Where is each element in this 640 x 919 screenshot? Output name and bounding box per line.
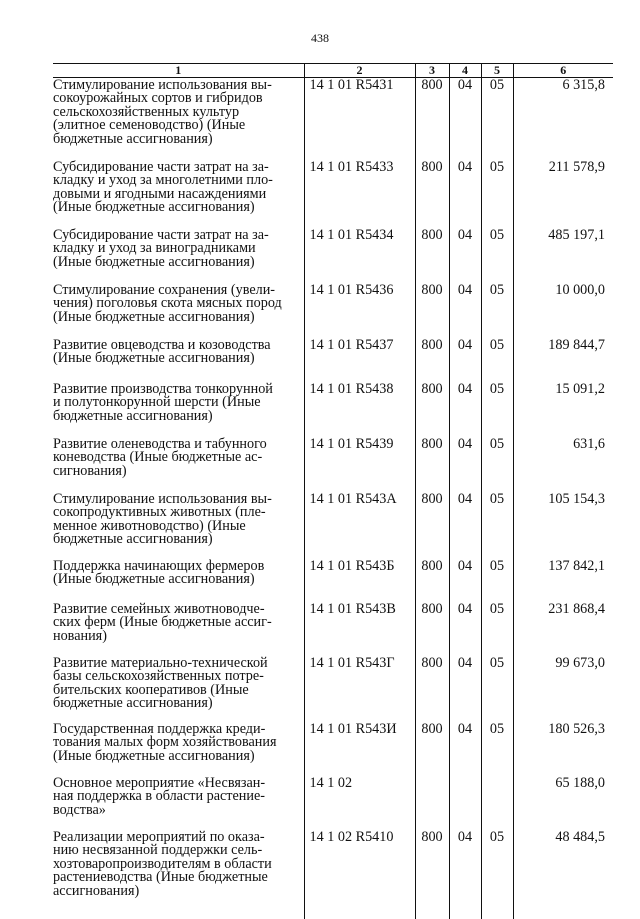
- expense-type: 800: [415, 722, 449, 776]
- budget-code: 14 1 01 R543В: [304, 602, 415, 656]
- expense-type: 800: [415, 78, 449, 161]
- table-row: [53, 160, 613, 228]
- table-row: [53, 722, 613, 776]
- budget-code: 14 1 01 R5438: [304, 382, 415, 437]
- description-line: Развитие производства тонкорунной: [53, 383, 298, 396]
- row-description: [53, 559, 304, 602]
- subsection-code: 05: [481, 602, 513, 656]
- budget-table: [53, 63, 613, 919]
- expense-type: 800: [415, 492, 449, 559]
- description-line: и полутонкорунной шерсти (Иные: [53, 396, 298, 409]
- budget-code: 14 1 02 R5410: [304, 830, 415, 919]
- amount: 231 868,4: [513, 602, 613, 656]
- amount: 10 000,0: [513, 283, 613, 338]
- section-code: 04: [449, 602, 481, 656]
- table-body: [53, 78, 613, 919]
- description-line: Субсидирование части затрат на за-: [53, 161, 298, 174]
- amount: 211 578,9: [513, 160, 613, 228]
- subsection-code: 05: [481, 656, 513, 722]
- amount: 48 484,5: [513, 830, 613, 919]
- section-code: 04: [449, 338, 481, 382]
- subsection-code: 05: [481, 283, 513, 338]
- expense-type: 800: [415, 830, 449, 919]
- description-line: сокоурожайных сортов и гибридов: [53, 92, 298, 105]
- row-description: [53, 776, 304, 830]
- description-line: (Иные бюджетные ассигнования): [53, 311, 298, 324]
- budget-code: 14 1 01 R5431: [304, 78, 415, 161]
- description-line: Стимулирование использования вы-: [53, 493, 298, 506]
- column-header: 6: [513, 64, 613, 78]
- table-row: [53, 776, 613, 830]
- expense-type: 800: [415, 437, 449, 492]
- section-code: 04: [449, 78, 481, 161]
- description-line: (элитное семеноводство) (Иные: [53, 119, 298, 132]
- column-header: 1: [53, 64, 304, 78]
- page-number: 438: [0, 31, 640, 46]
- amount: 485 197,1: [513, 228, 613, 283]
- description-line: бюджетные ассигнования): [53, 133, 298, 146]
- expense-type: [415, 776, 449, 830]
- section-code: [449, 776, 481, 830]
- budget-code: 14 1 01 R543А: [304, 492, 415, 559]
- description-line: (Иные бюджетные ассигнования): [53, 352, 298, 365]
- column-header: 4: [449, 64, 481, 78]
- subsection-code: 05: [481, 338, 513, 382]
- description-line: (Иные бюджетные ассигнования): [53, 201, 298, 214]
- subsection-code: [481, 776, 513, 830]
- description-line: бюджетные ассигнования): [53, 410, 298, 423]
- row-description: [53, 656, 304, 722]
- budget-code: 14 1 02: [304, 776, 415, 830]
- table-row: [53, 559, 613, 602]
- row-description: [53, 160, 304, 228]
- description-line: Стимулирование сохранения (увели-: [53, 284, 298, 297]
- subsection-code: 05: [481, 437, 513, 492]
- budget-code: 14 1 01 R543И: [304, 722, 415, 776]
- subsection-code: 05: [481, 382, 513, 437]
- table-row: [53, 228, 613, 283]
- amount: 6 315,8: [513, 78, 613, 161]
- expense-type: 800: [415, 283, 449, 338]
- description-line: ная поддержка в области растение-: [53, 790, 298, 803]
- description-line: кладку и уход за многолетними пло-: [53, 174, 298, 187]
- row-description: [53, 830, 304, 919]
- description-line: нию несвязанной поддержки сель-: [53, 844, 298, 857]
- section-code: 04: [449, 722, 481, 776]
- section-code: 04: [449, 830, 481, 919]
- description-line: водства»: [53, 804, 298, 817]
- description-line: Реализации мероприятий по оказа-: [53, 831, 298, 844]
- budget-code: 14 1 01 R5434: [304, 228, 415, 283]
- budget-code: 14 1 01 R5433: [304, 160, 415, 228]
- column-header: 2: [304, 64, 415, 78]
- table-row: [53, 78, 613, 161]
- row-description: [53, 338, 304, 382]
- budget-code: 14 1 01 R5439: [304, 437, 415, 492]
- table-row: [53, 830, 613, 919]
- description-line: бительских кооперативов (Иные: [53, 684, 298, 697]
- description-line: (Иные бюджетные ассигнования): [53, 573, 298, 586]
- amount: 189 844,7: [513, 338, 613, 382]
- column-header: 3: [415, 64, 449, 78]
- table-row: [53, 338, 613, 382]
- table-row: [53, 283, 613, 338]
- subsection-code: 05: [481, 722, 513, 776]
- expense-type: 800: [415, 382, 449, 437]
- description-line: кладку и уход за виноградниками: [53, 242, 298, 255]
- description-line: Государственная поддержка креди-: [53, 723, 298, 736]
- subsection-code: 05: [481, 228, 513, 283]
- budget-code: 14 1 01 R543Б: [304, 559, 415, 602]
- table-row: [53, 492, 613, 559]
- description-line: растениеводства (Иные бюджетные: [53, 871, 298, 884]
- expense-type: 800: [415, 338, 449, 382]
- description-line: бюджетные ассигнования): [53, 533, 298, 546]
- table-header-row: [53, 64, 613, 78]
- table-row: [53, 437, 613, 492]
- section-code: 04: [449, 283, 481, 338]
- amount: 105 154,3: [513, 492, 613, 559]
- expense-type: 800: [415, 160, 449, 228]
- table-row: [53, 382, 613, 437]
- description-line: чения) поголовья скота мясных пород: [53, 297, 298, 310]
- amount: 65 188,0: [513, 776, 613, 830]
- description-line: хозтоваропроизводителям в области: [53, 858, 298, 871]
- description-line: Развитие материально-технической: [53, 657, 298, 670]
- expense-type: 800: [415, 559, 449, 602]
- section-code: 04: [449, 228, 481, 283]
- description-line: (Иные бюджетные ассигнования): [53, 750, 298, 763]
- description-line: Развитие овцеводства и козоводства: [53, 339, 298, 352]
- expense-type: 800: [415, 228, 449, 283]
- amount: 180 526,3: [513, 722, 613, 776]
- table-row: [53, 602, 613, 656]
- budget-code: 14 1 01 R543Г: [304, 656, 415, 722]
- section-code: 04: [449, 160, 481, 228]
- description-line: Поддержка начинающих фермеров: [53, 560, 298, 573]
- expense-type: 800: [415, 656, 449, 722]
- row-description: [53, 437, 304, 492]
- description-line: тования малых форм хозяйствования: [53, 736, 298, 749]
- table-row: [53, 656, 613, 722]
- budget-code: 14 1 01 R5436: [304, 283, 415, 338]
- description-line: довыми и ягодными насаждениями: [53, 188, 298, 201]
- description-line: Субсидирование части затрат на за-: [53, 229, 298, 242]
- section-code: 04: [449, 437, 481, 492]
- description-line: Развитие семейных животноводче-: [53, 603, 298, 616]
- expense-type: 800: [415, 602, 449, 656]
- row-description: [53, 228, 304, 283]
- amount: 99 673,0: [513, 656, 613, 722]
- description-line: базы сельскохозяйственных потре-: [53, 670, 298, 683]
- subsection-code: 05: [481, 559, 513, 602]
- section-code: 04: [449, 382, 481, 437]
- row-description: [53, 602, 304, 656]
- description-line: ассигнования): [53, 885, 298, 898]
- row-description: [53, 382, 304, 437]
- subsection-code: 05: [481, 160, 513, 228]
- budget-code: 14 1 01 R5437: [304, 338, 415, 382]
- amount: 15 091,2: [513, 382, 613, 437]
- subsection-code: 05: [481, 78, 513, 161]
- row-description: [53, 492, 304, 559]
- description-line: Развитие оленеводства и табунного: [53, 438, 298, 451]
- amount: 137 842,1: [513, 559, 613, 602]
- description-line: бюджетные ассигнования): [53, 697, 298, 710]
- column-header: 5: [481, 64, 513, 78]
- subsection-code: 05: [481, 492, 513, 559]
- description-line: (Иные бюджетные ассигнования): [53, 256, 298, 269]
- description-line: сокопродуктивных животных (пле-: [53, 506, 298, 519]
- section-code: 04: [449, 559, 481, 602]
- subsection-code: 05: [481, 830, 513, 919]
- row-description: [53, 78, 304, 161]
- description-line: коневодства (Иные бюджетные ас-: [53, 451, 298, 464]
- description-line: сигнования): [53, 465, 298, 478]
- amount: 631,6: [513, 437, 613, 492]
- description-line: ских ферм (Иные бюджетные ассиг-: [53, 616, 298, 629]
- description-line: сельскохозяйственных культур: [53, 106, 298, 119]
- row-description: [53, 722, 304, 776]
- description-line: менное животноводство) (Иные: [53, 520, 298, 533]
- description-line: Стимулирование использования вы-: [53, 79, 298, 92]
- description-line: нования): [53, 630, 298, 643]
- row-description: [53, 283, 304, 338]
- section-code: 04: [449, 656, 481, 722]
- section-code: 04: [449, 492, 481, 559]
- description-line: Основное мероприятие «Несвязан-: [53, 777, 298, 790]
